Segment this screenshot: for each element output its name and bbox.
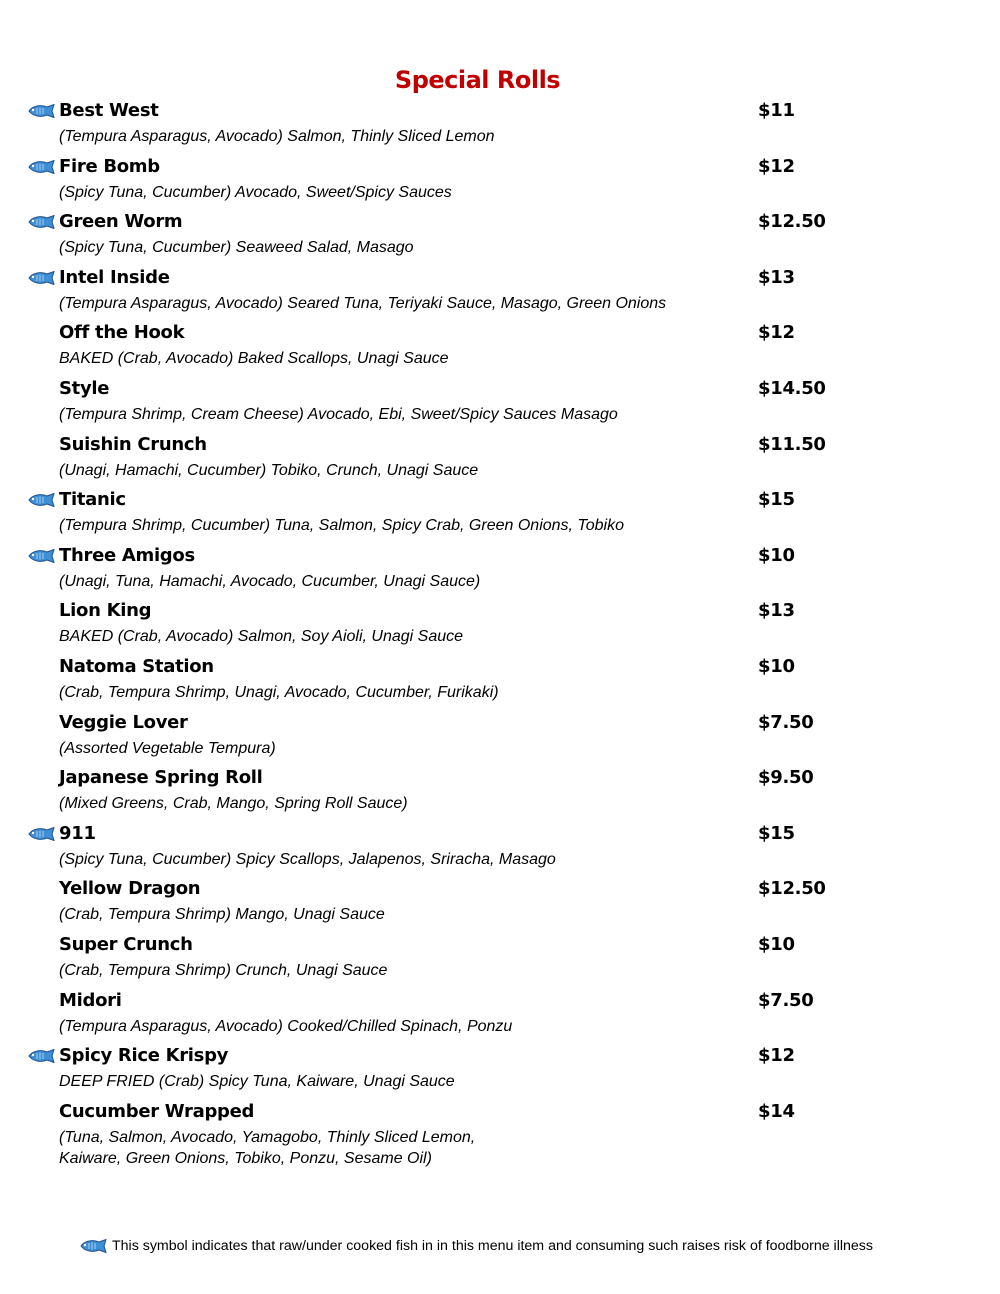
item-description-line: (Tempura Shrimp, Cream Cheese) Avocado, Ebi, Sweet/Spicy Sauces Masago — [59, 405, 618, 423]
item-name: Cucumber Wrapped — [59, 1100, 255, 1122]
item-description-line: (Crab, Tempura Shrimp) Mango, Unagi Sauce — [59, 906, 385, 924]
item-price: $7.50 — [758, 989, 814, 1011]
menu-item — [0, 266, 1000, 322]
fish-icon — [79, 1239, 109, 1253]
menu-item — [0, 766, 1000, 822]
item-price: $12 — [758, 155, 795, 177]
item-price: $13 — [758, 600, 795, 622]
menu-item — [0, 933, 1000, 989]
item-description-line: BAKED (Crab, Avocado) Salmon, Soy Aioli, Unagi Sauce — [59, 628, 464, 646]
menu-item — [0, 655, 1000, 711]
item-name: Intel Inside — [59, 266, 170, 288]
item-name: Natoma Station — [59, 655, 214, 677]
item-description — [59, 571, 759, 592]
menu-item — [0, 377, 1000, 433]
item-description-line: (Unagi, Hamachi, Cucumber) Tobiko, Crunch, Unagi Sauce — [59, 461, 479, 479]
item-price: $10 — [758, 933, 795, 955]
item-price: $11 — [758, 100, 795, 121]
item-name: Japanese Spring Roll — [59, 767, 263, 789]
item-price: $12 — [758, 322, 795, 344]
item-price: $13 — [758, 266, 795, 288]
menu-item — [0, 433, 1000, 489]
item-description-line: (Unagi, Tuna, Hamachi, Avocado, Cucumber, Unagi Sauce) — [59, 572, 481, 590]
item-price: $12.50 — [758, 211, 826, 233]
item-description-line: (Tempura Asparagus, Avocado) Seared Tuna, Teriyaki Sauce, Masago, Green Onions — [59, 294, 667, 312]
item-name: Fire Bomb — [59, 155, 160, 177]
page-title: Special Rolls — [394, 66, 561, 94]
menu-item — [0, 1044, 1000, 1100]
item-name: Spicy Rice Krispy — [59, 1045, 229, 1067]
fish-icon — [27, 1049, 57, 1063]
item-description-line: (Tempura Asparagus, Avocado) Salmon, Thinly Sliced Lemon — [59, 128, 495, 145]
item-name: Veggie Lover — [59, 711, 188, 733]
item-description — [59, 1071, 759, 1092]
fish-icon — [27, 827, 57, 841]
fish-icon — [27, 104, 57, 118]
item-name: Green Worm — [59, 211, 183, 233]
item-description-line: (Spicy Tuna, Cucumber) Seaweed Salad, Masago — [59, 239, 414, 257]
item-description — [59, 460, 759, 481]
item-description-line: (Assorted Vegetable Tempura) — [59, 739, 276, 757]
item-description — [59, 348, 759, 369]
item-description — [59, 849, 759, 870]
item-description-line: (Mixed Greens, Crab, Mango, Spring Roll Sauce) — [59, 795, 408, 813]
disclaimer-text: This symbol indicates that raw/under cooked fish in in this menu item and consuming such raises risk of foodborne illness — [112, 1238, 873, 1254]
item-price: $10 — [758, 655, 795, 677]
item-description — [59, 904, 759, 925]
item-name: 911 — [59, 822, 96, 844]
fish-icon — [27, 493, 57, 507]
item-description — [59, 1016, 759, 1037]
item-description-line: (Tuna, Salmon, Avocado, Yamagobo, Thinly Sliced Lemon, — [59, 1128, 476, 1146]
item-name: Best West — [59, 100, 159, 121]
fish-icon — [27, 549, 57, 563]
item-description — [59, 960, 759, 981]
item-description-line: (Tempura Shrimp, Cucumber) Tuna, Salmon, Spicy Crab, Green Onions, Tobiko — [59, 517, 624, 535]
item-price: $12.50 — [758, 878, 826, 900]
menu-item — [0, 822, 1000, 878]
item-description — [59, 237, 759, 258]
item-description — [59, 793, 759, 814]
item-name: Yellow Dragon — [59, 878, 201, 900]
item-price: $12 — [758, 1045, 795, 1067]
item-name: Lion King — [59, 600, 152, 622]
fish-icon — [27, 215, 57, 229]
item-name: Style — [59, 377, 110, 399]
menu-item — [0, 321, 1000, 377]
item-price: $7.50 — [758, 711, 814, 733]
item-description-line: Kaiware, Green Onions, Tobiko, Ponzu, Sesame Oil) — [59, 1149, 432, 1167]
item-price: $11.50 — [758, 433, 826, 455]
fish-icon — [27, 160, 57, 174]
item-description — [59, 626, 759, 647]
item-description — [59, 1127, 759, 1169]
item-name: Super Crunch — [59, 933, 193, 955]
item-description-line: (Crab, Tempura Shrimp) Crunch, Unagi Sauce — [59, 961, 388, 979]
menu-item — [0, 711, 1000, 767]
item-description-line: BAKED (Crab, Avocado) Baked Scallops, Unagi Sauce — [59, 350, 449, 368]
item-price: $10 — [758, 544, 795, 566]
item-name: Suishin Crunch — [59, 433, 207, 455]
menu-item — [0, 210, 1000, 266]
item-description — [59, 182, 759, 203]
item-price: $14.50 — [758, 377, 826, 399]
menu-item — [0, 155, 1000, 211]
item-description-line: (Spicy Tuna, Cucumber) Avocado, Sweet/Spicy Sauces — [59, 183, 452, 201]
item-description — [59, 126, 759, 147]
raw-fish-disclaimer — [79, 1235, 979, 1257]
menu-list — [0, 99, 1000, 1172]
item-description-line: DEEP FRIED (Crab) Spicy Tuna, Kaiware, Unagi Sauce — [59, 1073, 455, 1091]
menu-item — [0, 99, 1000, 155]
item-name: Titanic — [59, 489, 126, 511]
menu-item — [0, 488, 1000, 544]
item-name: Three Amigos — [59, 544, 195, 566]
menu-item — [0, 989, 1000, 1045]
menu-item — [0, 877, 1000, 933]
item-price: $14 — [758, 1100, 795, 1122]
menu-item — [0, 1100, 1000, 1172]
item-price: $15 — [758, 489, 795, 511]
item-description — [59, 293, 759, 314]
item-description-line: (Tempura Asparagus, Avocado) Cooked/Chilled Spinach, Ponzu — [59, 1017, 513, 1035]
item-name: Off the Hook — [59, 322, 185, 344]
item-price: $15 — [758, 822, 795, 844]
item-description-line: (Crab, Tempura Shrimp, Unagi, Avocado, Cucumber, Furikaki) — [59, 683, 499, 701]
item-price: $9.50 — [758, 767, 814, 789]
menu-item — [0, 599, 1000, 655]
fish-icon — [27, 271, 57, 285]
menu-item — [0, 544, 1000, 600]
item-description — [59, 738, 759, 759]
item-description-line: (Spicy Tuna, Cucumber) Spicy Scallops, Jalapenos, Sriracha, Masago — [59, 850, 556, 868]
item-description — [59, 682, 759, 703]
item-description — [59, 515, 759, 536]
item-description — [59, 404, 759, 425]
item-name: Midori — [59, 989, 122, 1011]
